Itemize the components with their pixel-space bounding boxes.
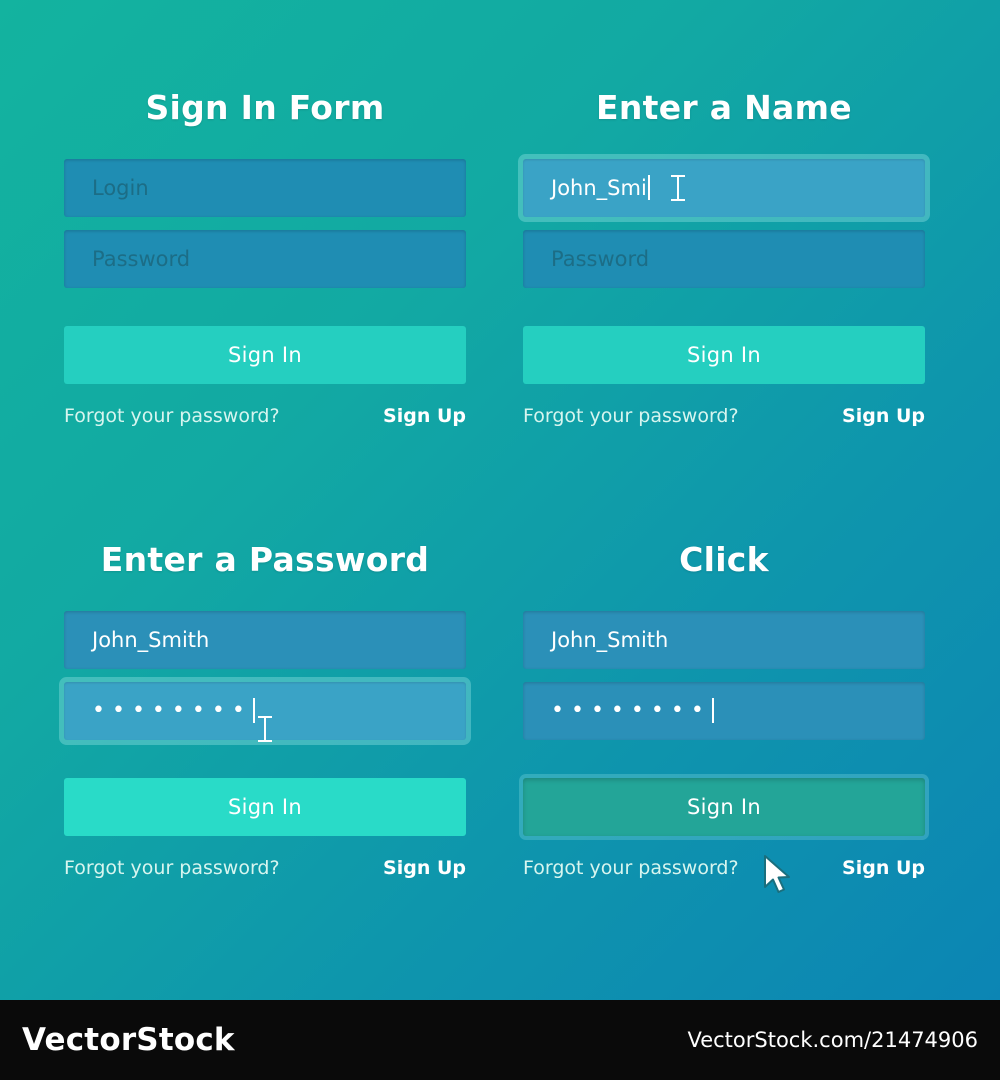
text-caret (253, 698, 255, 723)
password-value: •••••••• (92, 698, 252, 723)
login-value: John_Smith (92, 628, 210, 652)
password-field[interactable] (523, 682, 925, 740)
form-card-enter-a-password (64, 540, 466, 879)
page-title: Click (679, 540, 769, 579)
text-caret (648, 175, 650, 200)
form-links (64, 405, 466, 427)
login-value: John_Smi (551, 176, 647, 200)
password-field[interactable] (523, 230, 925, 288)
forgot-password-link[interactable]: Forgot your password? (64, 857, 280, 879)
ibeam-cursor-icon (671, 175, 685, 201)
sign-in-button[interactable]: Sign In (64, 326, 466, 384)
sign-up-link[interactable]: Sign Up (842, 857, 925, 879)
form-card-sign-in-form (64, 88, 466, 427)
forgot-password-link[interactable]: Forgot your password? (64, 405, 280, 427)
forgot-password-link[interactable]: Forgot your password? (523, 405, 739, 427)
page-title: Sign In Form (145, 88, 385, 127)
password-field[interactable] (64, 682, 466, 740)
form-card-click (523, 540, 925, 879)
sign-up-link[interactable]: Sign Up (383, 857, 466, 879)
brand-url: VectorStock.com/21474906 (687, 1028, 978, 1052)
password-field[interactable] (64, 230, 466, 288)
login-field[interactable] (64, 611, 466, 669)
sign-in-button[interactable]: Sign In (64, 778, 466, 836)
login-field[interactable] (523, 159, 925, 217)
sign-up-link[interactable]: Sign Up (383, 405, 466, 427)
sign-in-button[interactable]: Sign In (523, 778, 925, 836)
form-card-enter-a-name (523, 88, 925, 427)
text-caret (712, 698, 714, 723)
sign-up-link[interactable]: Sign Up (842, 405, 925, 427)
page-title: Enter a Name (596, 88, 852, 127)
ibeam-cursor-icon (258, 716, 272, 742)
form-links (64, 857, 466, 879)
forgot-password-link[interactable]: Forgot your password? (523, 857, 739, 879)
password-placeholder: Password (92, 247, 191, 271)
page-title: Enter a Password (100, 540, 430, 579)
password-placeholder: Password (551, 247, 650, 271)
form-links (523, 405, 925, 427)
sign-in-button[interactable]: Sign In (523, 326, 925, 384)
password-value: •••••••• (551, 698, 711, 723)
brand-name: VectorStock (22, 1022, 235, 1058)
watermark-footer (0, 1000, 1000, 1080)
login-field[interactable] (64, 159, 466, 217)
login-placeholder: Login (92, 176, 149, 200)
login-field[interactable] (523, 611, 925, 669)
form-links (523, 857, 925, 879)
login-value: John_Smith (551, 628, 669, 652)
